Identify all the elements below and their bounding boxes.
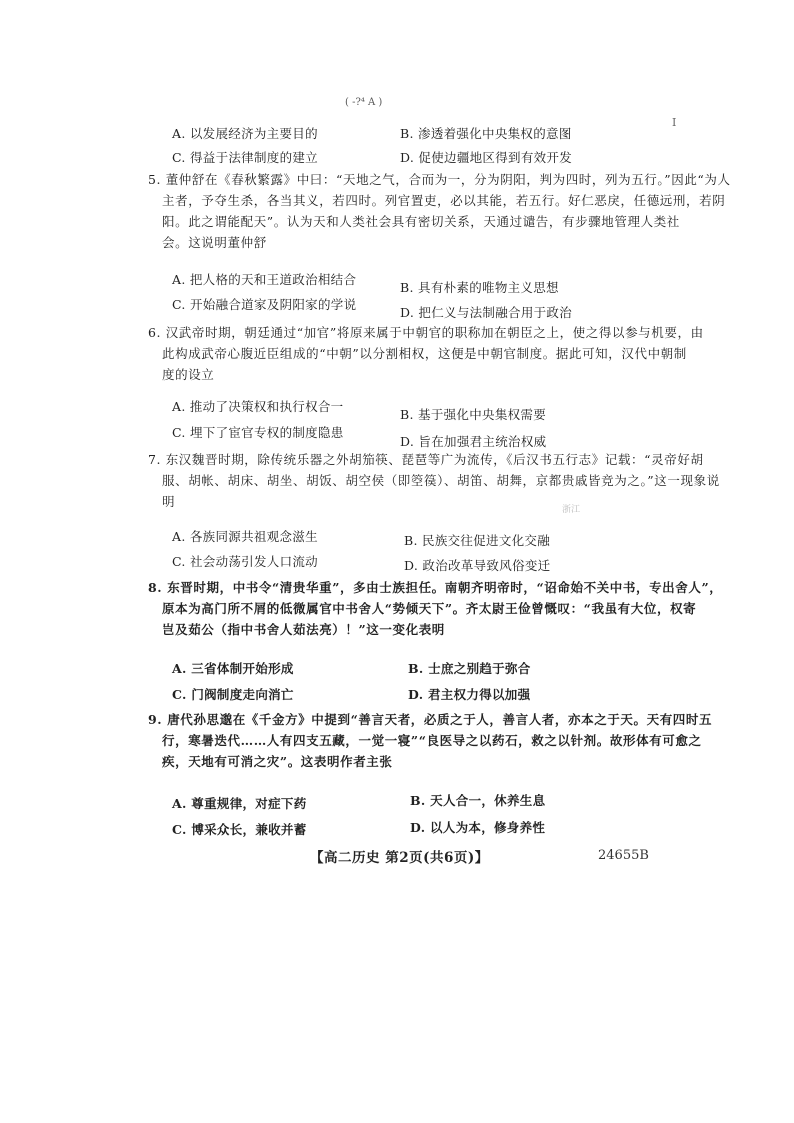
q9-stem	[148, 709, 712, 772]
exam-code: 24655B	[598, 848, 649, 863]
q6-option-a: A. 推动了决策权和执行权合一	[172, 399, 344, 414]
q8-option-c: C. 门阀制度走向消亡	[172, 687, 294, 702]
q5-stem-line: 5. 董仲舒在《春秋繁露》中曰：“天地之气，合而为一，分为阴阳，判为四时，列为五行。”因此“为人	[148, 172, 731, 187]
faint-stamp: 浙江	[562, 505, 581, 515]
q6-stem-line: 6. 汉武帝时期，朝廷通过“加官”将原来属于中朝官的职称加在朝臣之上，使之得以参与机要，由	[148, 325, 704, 340]
q6-option-d: D. 旨在加强君主统治权威	[400, 434, 547, 449]
q4-option-a: A. 以发展经济为主要目的	[172, 126, 318, 141]
q5-option-a: A. 把人格的天和王道政治相结合	[172, 272, 357, 287]
q5-option-c: C. 开始融合道家及阴阳家的学说	[172, 297, 357, 312]
q6-stem-line: 度的设立	[162, 367, 215, 382]
page-footer-title: 【高二历史 第2页(共6页)】	[310, 850, 489, 866]
q8-stem-line: 8. 东晋时期，中书令“清贵华重”，多由士族担任。南朝齐明帝时，“诏命始不关中书，专出舍人”，	[148, 580, 723, 595]
q8-option-b: B. 士庶之别趋于弥合	[408, 661, 531, 676]
q7-option-d: D. 政治改革导致风俗变迁	[404, 558, 551, 573]
q6-stem	[148, 322, 704, 385]
q7-option-a: A. 各族同源共祖观念滋生	[172, 529, 318, 544]
q5-option-d: D. 把仁义与法制融合用于政治	[400, 305, 573, 320]
q7-stem-line: 明	[162, 494, 176, 509]
q9-stem-line: 疾，天地有可消之灾”。这表明作者主张	[162, 754, 393, 769]
q6-stem-line: 此构成武帝心腹近臣组成的“中朝”以分割相权，这便是中朝官制度。据此可知，汉代中朝制	[162, 346, 687, 361]
q7-stem	[148, 449, 720, 512]
q8-stem-line: 岂及茹公（指中书舍人茹法亮）！”这一变化表明	[162, 622, 445, 637]
q7-option-b: B. 民族交往促进文化交融	[404, 533, 551, 548]
q4-option-d: D. 促使边疆地区得到有效开发	[400, 150, 573, 165]
q8-stem-line: 原本为高门所不屑的低微属官中书舍人“势倾天下”。齐太尉王俭曾慨叹：“我虽有大位，权寄	[162, 601, 697, 616]
q5-option-b: B. 具有朴素的唯物主义思想	[400, 280, 559, 295]
q5-stem-line: 阳。此之谓能配天”。认为天和人类社会具有密切关系，天通过谴告，有步骤地管理人类社	[162, 214, 680, 229]
q6-option-b: B. 基于强化中央集权需要	[400, 407, 547, 422]
q9-option-d: D. 以人为本，修身养性	[410, 820, 546, 835]
q8-option-d: D. 君主权力得以加强	[408, 687, 531, 702]
q9-option-b: B. 天人合一，休养生息	[410, 793, 546, 808]
q8-option-a: A. 三省体制开始形成	[172, 661, 294, 676]
q9-option-c: C. 博采众长，兼收并蓄	[172, 822, 307, 837]
q8-stem	[148, 577, 722, 640]
q7-option-c: C. 社会动荡引发人口流动	[172, 554, 318, 569]
q9-option-a: A. 尊重规律，对症下药	[172, 796, 307, 811]
q5-stem-line: 主者，予夺生杀，各当其义，若四时。列官置吏，必以其能，若五行。好仁恶戾，任德远刑，若阴	[162, 193, 726, 208]
q5-stem	[148, 169, 731, 253]
q5-stem-line: 会。这说明董仲舒	[162, 235, 267, 250]
page-side-mark: I	[672, 116, 677, 129]
q7-stem-line: 7. 东汉魏晋时期，除传统乐器之外胡笳筷、琵琶等广为流传，《后汉书五行志》记载：“灵帝好胡	[148, 452, 704, 467]
q9-stem-line: 9. 唐代孙思邈在《千金方》中提到“善言天者，必质之于人，善言人者，亦本之于天。天有四时五	[148, 712, 713, 727]
q4-option-c: C. 得益于法律制度的建立	[172, 150, 318, 165]
q7-stem-line: 服、胡帐、胡床、胡坐、胡饭、胡空侯（即箜篌）、胡笛、胡舞，京都贵戚皆竞为之。”这一现象说	[162, 473, 720, 488]
q6-option-c: C. 埋下了宦官专权的制度隐患	[172, 425, 344, 440]
q4-option-b: B. 渗透着强化中央集权的意图	[400, 126, 572, 141]
page-top-mark: ( -?⁴ A )	[345, 97, 383, 108]
q9-stem-line: 行，寒暑迭代……人有四支五藏，一觉一寝”“良医导之以药石，救之以针剂。故形体有可愈之	[162, 733, 702, 748]
